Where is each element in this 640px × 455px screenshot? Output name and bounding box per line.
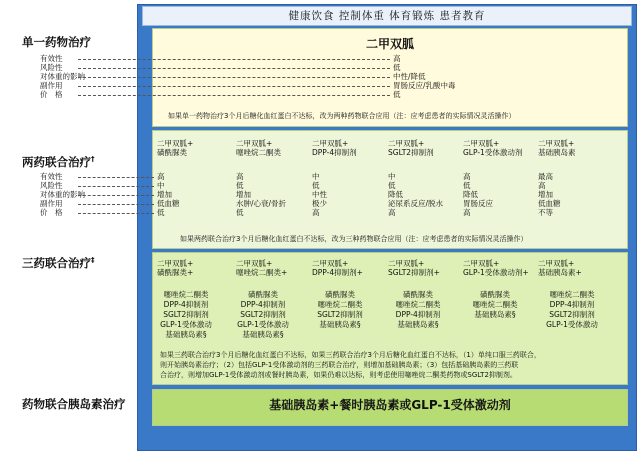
section-title-mark: ‡	[91, 256, 95, 265]
dual-combo-value: 低	[236, 208, 244, 217]
dual-combo-value: 低	[388, 181, 396, 190]
triple-combo-option: 基础胰岛素§	[397, 320, 439, 329]
dual-combo-value: 降低	[463, 190, 478, 199]
triple-combo-option: SGLT2抑制剂	[240, 310, 286, 319]
triple-combo-option: SGLT2抑制剂	[317, 310, 363, 319]
attribute-label: 风险性	[40, 63, 63, 72]
triple-combo-option: 噻唑烷二酮类	[395, 300, 441, 309]
dual-combo-line1: 二甲双胍+	[463, 139, 500, 148]
triple-combo-line1: 二甲双胍+	[312, 259, 349, 268]
dual-combo-line2: 磺酰脲类	[157, 148, 187, 157]
triple-combo-line1: 二甲双胍+	[236, 259, 273, 268]
dashed-leader	[78, 59, 390, 60]
triple-combo-option: DPP-4抑制剂	[240, 300, 286, 309]
attribute-label: 对体重的影响	[40, 190, 85, 199]
lifestyle-header: 健康饮食 控制体重 体育锻炼 患者教育	[142, 6, 632, 26]
dual-combo-line2: SGLT2抑制剂	[388, 148, 434, 157]
attribute-label: 有效性	[40, 172, 63, 181]
dual-combo-value: 泌尿系反应/脱水	[388, 199, 444, 208]
dashed-leader	[78, 77, 390, 78]
dashed-leader	[78, 195, 154, 196]
attribute-label: 对体重的影响	[40, 72, 85, 81]
dual-combo-value: 高	[538, 181, 546, 190]
dashed-leader	[78, 68, 390, 69]
triple-combo-line2: 基础胰岛素+	[538, 268, 582, 277]
monotherapy-drug: 二甲双胍	[365, 37, 414, 51]
monotherapy-value: 高	[393, 54, 401, 63]
triple-combo-line2: 磺酰脲类+	[157, 268, 194, 277]
triple-combo-option: 噻唑烷二酮类	[549, 290, 595, 299]
triple-combo-option: GLP-1受体激动	[160, 320, 212, 329]
dual-combo-value: 不等	[538, 208, 553, 217]
insulin-therapy-regimen: 基础胰岛素+餐时胰岛素或GLP-1受体激动剂	[269, 398, 511, 412]
dual-combo-value: 低血糖	[538, 199, 561, 208]
dual-combo-value: 高	[463, 172, 471, 181]
triple-combo-line2: SGLT2抑制剂+	[388, 268, 440, 277]
dual-combo-value: 低	[236, 181, 244, 190]
dual-combo-value: 低血糖	[157, 199, 180, 208]
dual-combo-value: 中性	[312, 190, 327, 199]
dual-combo-line1: 二甲双胍+	[538, 139, 575, 148]
monotherapy-note: 如果单一药物治疗3个月后糖化血红蛋白不达标，改为两种药物联合应用（注：应考虑患者的实际情况灵活操作）	[168, 112, 516, 120]
triple-combo-option: 基础胰岛素§	[165, 330, 207, 339]
dual-combo-value: 高	[157, 172, 165, 181]
triple-combo-option: 基础胰岛素§	[319, 320, 361, 329]
triple-combo-option: 磺酰脲类	[480, 290, 510, 299]
triple-combo-option: 磺酰脲类	[325, 290, 355, 299]
section-title-dual-therapy	[22, 154, 95, 170]
section-title-mark: †	[91, 155, 95, 164]
dual-combo-value: 高	[312, 208, 320, 217]
dual-combo-value: 胃肠反应	[463, 199, 493, 208]
triple-therapy-note-2: 则开始胰岛素治疗；（2）包括GLP-1受体激动剂的三药联合治疗，则增加基础胰岛素；（3）包括基础胰岛素的三药联	[160, 361, 519, 369]
dual-combo-value: 低	[157, 208, 165, 217]
triple-combo-option: GLP-1受体激动	[546, 320, 598, 329]
dual-combo-line2: 基础胰岛素	[538, 148, 576, 157]
dashed-leader	[78, 213, 154, 214]
triple-combo-option: 噻唑烷二酮类	[472, 300, 518, 309]
triple-combo-option: 噻唑烷二酮类	[163, 290, 209, 299]
triple-combo-line2: 噻唑烷二酮类+	[236, 268, 288, 277]
attribute-label: 价 格	[40, 90, 63, 99]
triple-combo-line1: 二甲双胍+	[538, 259, 575, 268]
section-title-insulin-therapy: 药物联合胰岛素治疗	[22, 397, 126, 411]
triple-combo-option: 基础胰岛素§	[242, 330, 284, 339]
dual-combo-value: 最高	[538, 172, 553, 181]
section-title-text: 两药联合治疗	[22, 155, 91, 169]
triple-combo-option: DPP-4抑制剂	[395, 310, 441, 319]
triple-combo-option: 噻唑烷二酮类	[317, 300, 363, 309]
triple-combo-line1: 二甲双胍+	[463, 259, 500, 268]
dual-combo-value: 中	[157, 181, 165, 190]
section-title-text: 三药联合治疗	[22, 256, 91, 270]
monotherapy-value: 低	[393, 63, 401, 72]
section-title-monotherapy: 单一药物治疗	[22, 35, 91, 49]
triple-combo-option: GLP-1受体激动	[237, 320, 289, 329]
triple-combo-line2: DPP-4抑制剂+	[312, 268, 363, 277]
dual-combo-line1: 二甲双胍+	[157, 139, 194, 148]
attribute-label: 风险性	[40, 181, 63, 190]
dashed-leader	[78, 177, 154, 178]
dual-combo-value: 高	[236, 172, 244, 181]
dual-combo-value: 增加	[236, 190, 251, 199]
dashed-leader	[78, 186, 154, 187]
attribute-label: 副作用	[40, 81, 63, 90]
dashed-leader	[78, 204, 154, 205]
attribute-label: 有效性	[40, 54, 63, 63]
dual-combo-value: 低	[312, 181, 320, 190]
triple-combo-option: 基础胰岛素§	[474, 310, 516, 319]
triple-combo-option: DPP-4抑制剂	[549, 300, 595, 309]
monotherapy-value: 低	[393, 90, 401, 99]
dual-combo-line2: DPP-4抑制剂	[312, 148, 357, 157]
dual-combo-value: 增加	[538, 190, 553, 199]
triple-combo-option: 磺酰脲类	[248, 290, 278, 299]
triple-combo-option: 磺酰脲类	[403, 290, 433, 299]
section-title-triple-therapy	[22, 255, 95, 271]
dual-combo-value: 中	[312, 172, 320, 181]
dual-therapy-note: 如果两药联合治疗3个月后糖化血红蛋白不达标，改为三种药物联合应用（注：应考虑患者的实际情况灵活操作）	[180, 235, 528, 243]
dashed-leader	[78, 95, 390, 96]
dual-combo-value: 低	[463, 181, 471, 190]
attribute-label: 副作用	[40, 199, 63, 208]
dual-combo-value: 中	[388, 172, 396, 181]
dual-combo-value: 降低	[388, 190, 403, 199]
dual-combo-value: 增加	[157, 190, 172, 199]
dual-combo-line2: 噻唑烷二酮类	[236, 148, 281, 157]
triple-therapy-note-3: 合治疗，则增加GLP-1受体激动剂或餐时胰岛素，如果仍难以达标，则考虑使用噻唑烷二酮类药物或SGLT2抑制剂。	[160, 371, 517, 379]
attribute-label: 价 格	[40, 208, 63, 217]
triple-combo-option: SGLT2抑制剂	[163, 310, 209, 319]
triple-combo-option: SGLT2抑制剂	[549, 310, 595, 319]
dashed-leader	[78, 86, 390, 87]
dual-combo-line1: 二甲双胍+	[236, 139, 273, 148]
dual-combo-line1: 二甲双胍+	[388, 139, 425, 148]
dual-combo-value: 水肿/心衰/骨折	[236, 199, 287, 208]
triple-combo-line2: GLP-1受体激动剂+	[463, 268, 529, 277]
monotherapy-value: 胃肠反应/乳酸中毒	[393, 81, 456, 90]
dual-combo-value: 高	[388, 208, 396, 217]
dual-combo-line2: GLP-1受体激动剂	[463, 148, 523, 157]
dual-combo-line1: 二甲双胍+	[312, 139, 349, 148]
monotherapy-value: 中性/降低	[393, 72, 426, 81]
triple-combo-option: DPP-4抑制剂	[163, 300, 209, 309]
triple-combo-line1: 二甲双胍+	[157, 259, 194, 268]
triple-combo-line1: 二甲双胍+	[388, 259, 425, 268]
dual-combo-value: 极少	[312, 199, 327, 208]
triple-therapy-note-1: 如果三药联合治疗3个月后糖化血红蛋白不达标，如果三药联合治疗3个月后糖化血红蛋白不达标，（1）单纯口服三药联合，	[160, 351, 541, 359]
dual-combo-value: 高	[463, 208, 471, 217]
